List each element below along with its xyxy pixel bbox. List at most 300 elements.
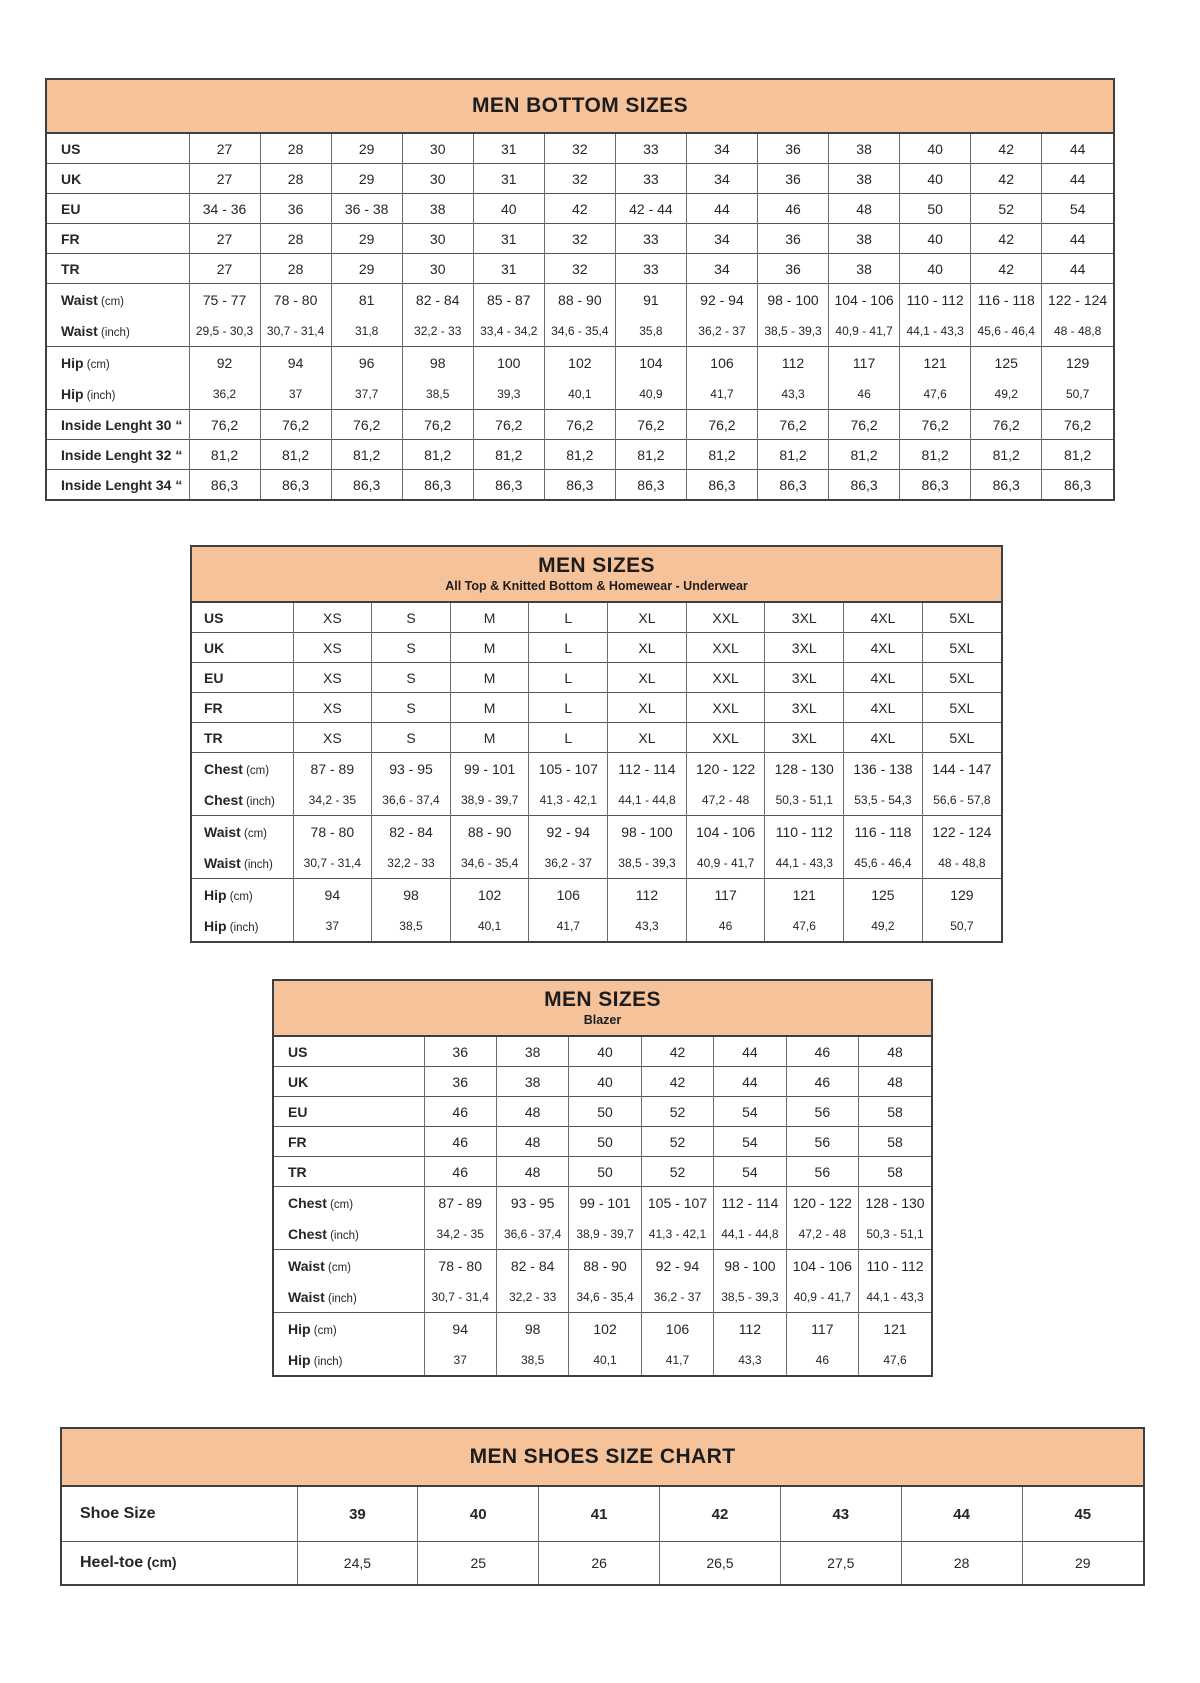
table-cell: 58 — [859, 1097, 931, 1127]
table-row — [274, 1250, 931, 1282]
table-cell: 38 — [829, 224, 900, 254]
table-cell: 81,2 — [900, 440, 971, 470]
table-cell: 37 — [260, 378, 331, 410]
table-cell: 120 - 122 — [686, 753, 765, 785]
table-cell: 76,2 — [971, 410, 1042, 440]
men-bottom-sizes-table — [45, 78, 1115, 501]
table-row — [47, 164, 1113, 194]
table-cell: 34 — [686, 134, 757, 164]
table-cell: 104 — [615, 347, 686, 379]
table-cell: 81,2 — [189, 440, 260, 470]
table-cell: 38,5 - 39,3 — [714, 1281, 786, 1313]
table-cell: 40 — [900, 164, 971, 194]
table-cell: 37 — [424, 1344, 496, 1375]
table-cell: 54 — [1042, 194, 1113, 224]
table-cell: 110 - 112 — [900, 284, 971, 316]
table-row — [274, 1037, 931, 1067]
table-cell: 40 — [473, 194, 544, 224]
table-cell: 44,1 - 43,3 — [859, 1281, 931, 1313]
table-cell: 34,6 - 35,4 — [569, 1281, 641, 1313]
table-cell: 81,2 — [402, 440, 473, 470]
table-cell: 27,5 — [780, 1542, 901, 1585]
table-cell: 81,2 — [829, 440, 900, 470]
table-cell: 36 — [758, 134, 829, 164]
table-cell: 81,2 — [1042, 440, 1113, 470]
table-cell: 110 - 112 — [765, 816, 844, 848]
table-cell: 5XL — [922, 693, 1001, 723]
table-cell: 105 - 107 — [529, 753, 608, 785]
table-cell: 32 — [544, 164, 615, 194]
table-cell: 86,3 — [686, 470, 757, 500]
table-cell: 32 — [544, 224, 615, 254]
table-cell: 32 — [544, 134, 615, 164]
table-cell: 54 — [714, 1157, 786, 1187]
table-cell: 86,3 — [758, 470, 829, 500]
table-cell: 3XL — [765, 633, 844, 663]
table-cell: 31 — [473, 224, 544, 254]
table-cell: 93 - 95 — [372, 753, 451, 785]
table-cell: L — [529, 663, 608, 693]
table-cell: 42 — [971, 224, 1042, 254]
table-row — [192, 633, 1001, 663]
table-row — [192, 910, 1001, 941]
table-cell: 42 — [544, 194, 615, 224]
table-cell: 56 — [786, 1097, 858, 1127]
row-label: Heel-toe (cm) — [62, 1542, 297, 1585]
table-cell: 26 — [539, 1542, 660, 1585]
table-cell: 106 — [686, 347, 757, 379]
table-cell: 81 — [331, 284, 402, 316]
table-cell: XXL — [686, 723, 765, 753]
table-cell: 86,3 — [1042, 470, 1113, 500]
table-cell: 44,1 - 43,3 — [765, 847, 844, 879]
table-cell: 3XL — [765, 693, 844, 723]
table-cell: 56 — [786, 1127, 858, 1157]
table-cell: 28 — [260, 164, 331, 194]
table-cell: 26,5 — [660, 1542, 781, 1585]
table-cell: 38,9 - 39,7 — [450, 784, 529, 816]
table-cell: 102 — [544, 347, 615, 379]
table-row — [47, 347, 1113, 379]
table-cell: 33 — [615, 164, 686, 194]
table-cell: 86,3 — [189, 470, 260, 500]
table-cell: 98 — [372, 879, 451, 911]
table-cell: 36,2 - 37 — [686, 315, 757, 347]
table-cell: XS — [293, 633, 372, 663]
table-cell: 52 — [971, 194, 1042, 224]
table-cell: 93 - 95 — [496, 1187, 568, 1219]
table-cell: 5XL — [922, 663, 1001, 693]
table-cell: 31 — [473, 134, 544, 164]
row-label: Inside Lenght 30 “ — [47, 410, 189, 440]
table-cell: 86,3 — [473, 470, 544, 500]
table-cell: 32,2 - 33 — [372, 847, 451, 879]
table-cell: 50,3 - 51,1 — [765, 784, 844, 816]
table-cell: 44 — [901, 1487, 1022, 1542]
table-cell: 47,2 - 48 — [686, 784, 765, 816]
table-cell: 40,9 - 41,7 — [829, 315, 900, 347]
table-cell: 4XL — [844, 633, 923, 663]
table-cell: 52 — [641, 1097, 713, 1127]
table-cell: XL — [608, 633, 687, 663]
table-cell: 41 — [539, 1487, 660, 1542]
table-cell: 40 — [569, 1037, 641, 1067]
table-cell: 28 — [260, 254, 331, 284]
table-cell: 28 — [260, 134, 331, 164]
table-cell: 47,6 — [900, 378, 971, 410]
table-cell: 32 — [544, 254, 615, 284]
table-cell: 54 — [714, 1097, 786, 1127]
row-label: Waist (inch) — [288, 1288, 357, 1305]
table-cell: 34 — [686, 164, 757, 194]
table-cell: 48 — [859, 1067, 931, 1097]
table-cell: 136 - 138 — [844, 753, 923, 785]
table-cell: 5XL — [922, 723, 1001, 753]
table-cell: 81,2 — [331, 440, 402, 470]
table-cell: 39,3 — [473, 378, 544, 410]
table-cell: 46 — [829, 378, 900, 410]
row-label: Inside Lenght 32 “ — [47, 440, 189, 470]
table-cell: 36 — [424, 1067, 496, 1097]
table-cell: 36 — [424, 1037, 496, 1067]
row-label: EU — [192, 663, 293, 693]
table-cell: XS — [293, 663, 372, 693]
table-cell: 40 — [900, 224, 971, 254]
table-cell: 30 — [402, 254, 473, 284]
table-cell: 41,7 — [529, 910, 608, 941]
table-cell: 30,7 - 31,4 — [424, 1281, 496, 1313]
table-cell: 82 - 84 — [402, 284, 473, 316]
table-row — [274, 1157, 931, 1187]
table-cell: 40,9 - 41,7 — [786, 1281, 858, 1313]
row-label: US — [61, 140, 81, 157]
table-cell: 4XL — [844, 693, 923, 723]
table-cell: 37 — [293, 910, 372, 941]
table-cell: 121 — [900, 347, 971, 379]
table-cell: 25 — [418, 1542, 539, 1585]
table-cell: L — [529, 693, 608, 723]
table-cell: 38,5 - 39,3 — [758, 315, 829, 347]
table-cell: 125 — [971, 347, 1042, 379]
row-label: Hip (inch) — [61, 385, 116, 402]
table-cell: 50,7 — [1042, 378, 1113, 410]
table-cell: 125 — [844, 879, 923, 911]
men-shoes-size-chart-table — [60, 1427, 1145, 1586]
table-cell: 102 — [450, 879, 529, 911]
table-cell: 121 — [859, 1313, 931, 1345]
table-cell: 38 — [496, 1067, 568, 1097]
table-cell: XXL — [686, 603, 765, 633]
table-cell: 44 — [1042, 164, 1113, 194]
table-cell: 39 — [297, 1487, 418, 1542]
table-cell: 41,7 — [641, 1344, 713, 1375]
table-cell: 75 - 77 — [189, 284, 260, 316]
table-cell: 76,2 — [829, 410, 900, 440]
table-header — [47, 80, 1113, 134]
table-cell: 40,9 — [615, 378, 686, 410]
table-cell: 46 — [786, 1037, 858, 1067]
table-cell: 47,6 — [765, 910, 844, 941]
table-cell: 29 — [331, 224, 402, 254]
table-cell: 40,1 — [450, 910, 529, 941]
row-label: TR — [192, 723, 293, 753]
table-cell: 88 - 90 — [569, 1250, 641, 1282]
table-cell: 81,2 — [758, 440, 829, 470]
table-cell: 76,2 — [544, 410, 615, 440]
table-row — [192, 663, 1001, 693]
table-cell: 44 — [1042, 134, 1113, 164]
table-cell: 94 — [424, 1313, 496, 1345]
table-cell: 128 - 130 — [765, 753, 844, 785]
size-table — [47, 134, 1113, 499]
table-cell: 27 — [189, 134, 260, 164]
table-cell: 76,2 — [189, 410, 260, 440]
table-cell: 41,3 - 42,1 — [529, 784, 608, 816]
table-cell: 49,2 — [971, 378, 1042, 410]
table-cell: XL — [608, 603, 687, 633]
table-cell: XXL — [686, 633, 765, 663]
table-row — [192, 847, 1001, 879]
table-cell: 46 — [786, 1067, 858, 1097]
row-label: Hip (cm) — [47, 347, 189, 379]
table-cell: 43,3 — [714, 1344, 786, 1375]
table-subtitle: All Top & Knitted Bottom & Homewear - Underwear — [445, 579, 748, 594]
table-cell: 34,2 - 35 — [424, 1218, 496, 1250]
row-label: EU — [47, 194, 189, 224]
table-cell: 38,9 - 39,7 — [569, 1218, 641, 1250]
table-cell: 99 - 101 — [450, 753, 529, 785]
table-cell: 44 — [1042, 224, 1113, 254]
table-cell: 98 - 100 — [608, 816, 687, 848]
table-cell: 27 — [189, 164, 260, 194]
table-row — [47, 254, 1113, 284]
table-cell: 31 — [473, 164, 544, 194]
table-cell: 34,6 - 35,4 — [544, 315, 615, 347]
table-cell: 86,3 — [900, 470, 971, 500]
table-cell: 50 — [569, 1127, 641, 1157]
table-row — [192, 879, 1001, 911]
row-label: UK — [192, 633, 293, 663]
table-cell: 3XL — [765, 723, 844, 753]
table-row — [47, 284, 1113, 316]
table-cell: 5XL — [922, 633, 1001, 663]
row-label: TR — [47, 254, 189, 284]
table-cell: 92 - 94 — [529, 816, 608, 848]
table-cell: 29,5 - 30,3 — [189, 315, 260, 347]
table-cell: 43 — [780, 1487, 901, 1542]
table-cell: 86,3 — [402, 470, 473, 500]
table-cell: 29 — [1022, 1542, 1143, 1585]
row-label: Chest (inch) — [204, 791, 275, 808]
table-row — [192, 784, 1001, 816]
table-cell: XS — [293, 693, 372, 723]
table-cell: 81,2 — [686, 440, 757, 470]
table-cell: 122 - 124 — [922, 816, 1001, 848]
table-cell: 122 - 124 — [1042, 284, 1113, 316]
table-cell: 38,5 — [402, 378, 473, 410]
table-cell: 36 — [758, 164, 829, 194]
table-row — [192, 693, 1001, 723]
table-cell: 48 — [859, 1037, 931, 1067]
table-cell: M — [450, 723, 529, 753]
table-header — [274, 981, 931, 1037]
table-cell: 36,6 - 37,4 — [496, 1218, 568, 1250]
table-cell: 112 — [608, 879, 687, 911]
table-cell: 112 — [714, 1313, 786, 1345]
table-row — [47, 378, 1113, 410]
table-row — [47, 224, 1113, 254]
table-cell: 81,2 — [615, 440, 686, 470]
table-cell: 42 — [660, 1487, 781, 1542]
table-cell: L — [529, 723, 608, 753]
men-sizes-blazer-table — [272, 979, 933, 1377]
table-cell: 46 — [686, 910, 765, 941]
table-cell: 144 - 147 — [922, 753, 1001, 785]
table-cell: 46 — [786, 1344, 858, 1375]
table-cell: 52 — [641, 1127, 713, 1157]
table-cell: 94 — [293, 879, 372, 911]
table-cell: 4XL — [844, 663, 923, 693]
table-cell: 44,1 - 44,8 — [608, 784, 687, 816]
table-cell: 40,9 - 41,7 — [686, 847, 765, 879]
table-cell: 87 - 89 — [293, 753, 372, 785]
table-cell: 44 — [686, 194, 757, 224]
table-row — [47, 410, 1113, 440]
table-cell: 3XL — [765, 603, 844, 633]
table-cell: 50 — [569, 1097, 641, 1127]
row-label: FR — [47, 224, 189, 254]
men-sizes-top-table — [190, 545, 1003, 943]
table-cell: 86,3 — [260, 470, 331, 500]
row-label: Inside Lenght 34 “ — [47, 470, 189, 500]
table-cell: 76,2 — [758, 410, 829, 440]
row-label: Waist (inch) — [204, 854, 273, 871]
table-cell: XXL — [686, 693, 765, 723]
table-cell: 117 — [829, 347, 900, 379]
table-cell: 76,2 — [331, 410, 402, 440]
table-row — [274, 1097, 931, 1127]
table-cell: 81,2 — [971, 440, 1042, 470]
table-cell: 110 - 112 — [859, 1250, 931, 1282]
table-cell: 58 — [859, 1127, 931, 1157]
table-cell: 87 - 89 — [424, 1187, 496, 1219]
table-cell: 98 - 100 — [758, 284, 829, 316]
table-title: MEN SIZES — [538, 554, 655, 578]
row-label: US — [288, 1043, 308, 1060]
table-title: MEN BOTTOM SIZES — [471, 93, 689, 117]
table-cell: 44 — [1042, 254, 1113, 284]
row-label: Shoe Size — [80, 1505, 156, 1522]
table-cell: 98 — [402, 347, 473, 379]
table-cell: 27 — [189, 254, 260, 284]
table-row — [47, 315, 1113, 347]
table-cell: 32,2 - 33 — [402, 315, 473, 347]
table-cell: 76,2 — [402, 410, 473, 440]
table-cell: 99 - 101 — [569, 1187, 641, 1219]
table-cell: 40 — [900, 254, 971, 284]
row-label: TR — [274, 1157, 424, 1187]
table-cell: 98 — [496, 1313, 568, 1345]
table-cell: M — [450, 693, 529, 723]
table-cell: 106 — [529, 879, 608, 911]
table-cell: 81,2 — [260, 440, 331, 470]
table-cell: 45,6 - 46,4 — [971, 315, 1042, 347]
table-row — [274, 1281, 931, 1313]
table-cell: 48 - 48,8 — [1042, 315, 1113, 347]
table-cell: 44 — [714, 1067, 786, 1097]
table-cell: 117 — [786, 1313, 858, 1345]
table-cell: 42 — [971, 164, 1042, 194]
table-row — [274, 1313, 931, 1345]
table-cell: 40 — [569, 1067, 641, 1097]
row-label: Waist (cm) — [192, 816, 293, 848]
table-cell: 81,2 — [473, 440, 544, 470]
row-label: EU — [274, 1097, 424, 1127]
table-cell: XL — [608, 693, 687, 723]
table-cell: 43,3 — [758, 378, 829, 410]
table-cell: 78 - 80 — [260, 284, 331, 316]
table-cell: 106 — [641, 1313, 713, 1345]
table-cell: 49,2 — [844, 910, 923, 941]
table-cell: 31 — [473, 254, 544, 284]
table-cell: 44,1 - 44,8 — [714, 1218, 786, 1250]
table-row — [47, 134, 1113, 164]
table-cell: L — [529, 633, 608, 663]
table-cell: 56,6 - 57,8 — [922, 784, 1001, 816]
table-cell: 56 — [786, 1157, 858, 1187]
table-cell: 48 — [496, 1097, 568, 1127]
table-cell: 86,3 — [615, 470, 686, 500]
row-label: FR — [192, 693, 293, 723]
table-row — [274, 1067, 931, 1097]
table-cell: 27 — [189, 224, 260, 254]
table-cell: 40 — [418, 1487, 539, 1542]
table-row — [274, 1218, 931, 1250]
table-cell: 120 - 122 — [786, 1187, 858, 1219]
table-cell: 36,2 — [189, 378, 260, 410]
table-cell: 30 — [402, 164, 473, 194]
table-cell: 50 — [900, 194, 971, 224]
table-cell: 96 — [331, 347, 402, 379]
table-cell: 46 — [758, 194, 829, 224]
table-cell: XS — [293, 723, 372, 753]
table-cell: 46 — [424, 1157, 496, 1187]
table-cell: 38,5 — [372, 910, 451, 941]
size-table — [62, 1487, 1143, 1584]
table-cell: 36,2 - 37 — [529, 847, 608, 879]
table-cell: 86,3 — [971, 470, 1042, 500]
table-cell: 40,1 — [544, 378, 615, 410]
table-cell: 76,2 — [260, 410, 331, 440]
table-header — [62, 1429, 1143, 1487]
table-cell: 129 — [1042, 347, 1113, 379]
table-row — [274, 1344, 931, 1375]
table-cell: 33 — [615, 134, 686, 164]
table-cell: 5XL — [922, 603, 1001, 633]
table-cell: 112 - 114 — [714, 1187, 786, 1219]
table-cell: 34 - 36 — [189, 194, 260, 224]
table-cell: 38,5 — [496, 1344, 568, 1375]
table-cell: 92 - 94 — [641, 1250, 713, 1282]
table-cell: S — [372, 723, 451, 753]
table-cell: 50,3 - 51,1 — [859, 1218, 931, 1250]
table-cell: XL — [608, 723, 687, 753]
row-label: Chest (inch) — [288, 1225, 359, 1242]
row-label: Waist (cm) — [274, 1250, 424, 1282]
table-cell: 34,2 - 35 — [293, 784, 372, 816]
table-cell: 50,7 — [922, 910, 1001, 941]
table-cell: 35,8 — [615, 315, 686, 347]
